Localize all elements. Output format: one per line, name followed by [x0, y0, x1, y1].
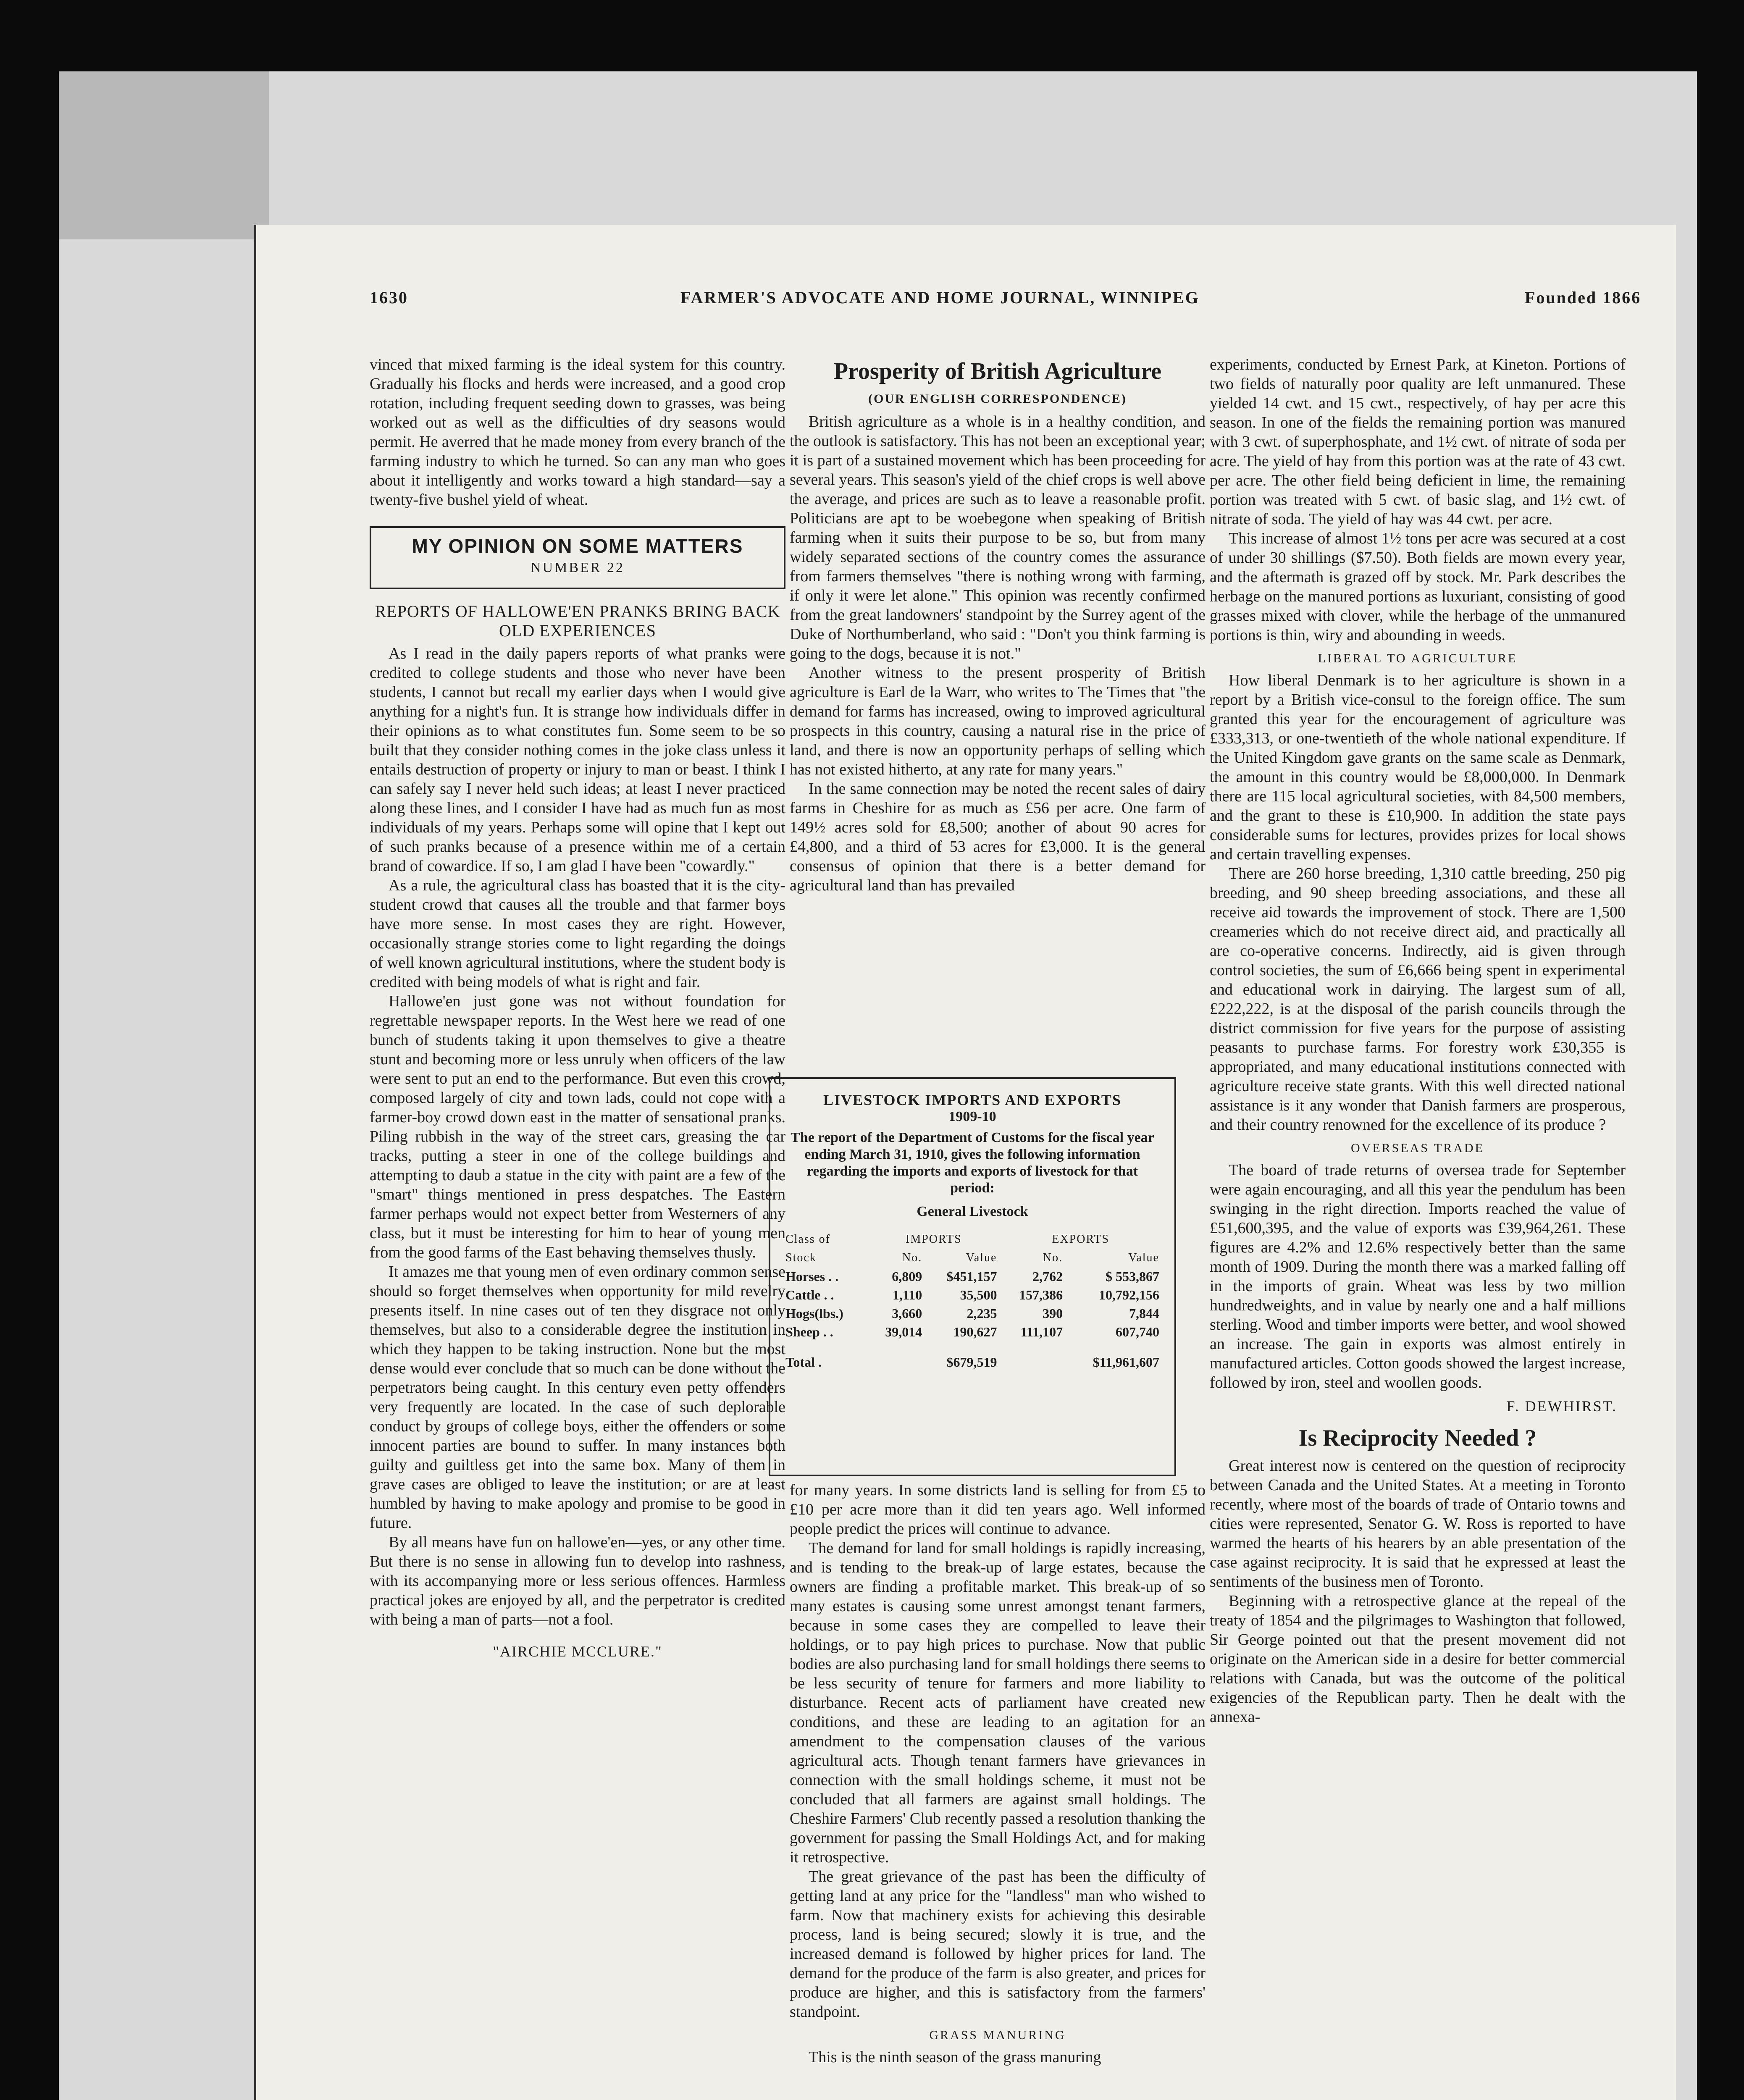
table-header: IMPORTS: [906, 1233, 962, 1246]
paragraph: The board of trade returns of oversea trade for September were again encouraging, and all this year the pendulum has been swinging in the right direction. Imports reached the value of £51,600,395, and the value of exports was £39,964,261. These figures are 4.2% and 12.6% respectively better than the same month of 1909. During the month there was a marked falling off in the imports of grain. Wheat was less by two million hundredweights, and in value by nearly one and a half millions sterling. Wood and timber imports were better, and wool showed an increase. The gain in exports was almost entirely in manufactured articles. Cotton goods showed the largest increase, followed by iron, steel and woollen goods.: [1210, 1161, 1626, 1391]
paragraph: Beginning with a retrospective glance at the repeal of the treaty of 1854 and the pilgrimages to Washington that followed, Sir George pointed out that the present movement did not originate on the American side in a desire for better commercial relations with Canada, but was the outcome of the political exigencies of the Republican party. Then he dealt with the annexa-: [1210, 1592, 1626, 1726]
paragraph: Another witness to the present prosperity of British agriculture is Earl de la Warr, who writes to The Times that "the demand for farms has increased, owing to improved agricultural prospects in this country, causing a natural rise in the price of land, and there is now an opportunity perhaps of selling which has not existed hitherto, at any rate for many years.": [790, 664, 1206, 778]
journal-title: FARMER'S ADVOCATE AND HOME JOURNAL, WINNIPEG: [680, 288, 1200, 307]
table-cell: 390: [1043, 1306, 1063, 1321]
table-cell: Horses . .: [785, 1269, 839, 1284]
paragraph: for many years. In some districts land is selling for from £5 to £10 per acre more than it did ten years ago. Well informed people predict the prices will continue to advance.: [790, 1481, 1206, 1538]
table-header: Class of: [785, 1233, 830, 1246]
livestock-table: [783, 1230, 1162, 1371]
table-intro: The report of the Department of Customs for the fiscal year ending March 31, 1910, gives the following information regarding the imports and exports of livestock for that period:: [791, 1130, 1154, 1196]
column-3: [1210, 355, 1626, 1727]
table-total-row: [783, 1341, 1162, 1371]
paragraph: This is the ninth season of the grass manuring: [809, 2048, 1101, 2066]
table-cell: Total .: [785, 1354, 822, 1370]
table-cell: $679,519: [946, 1354, 997, 1370]
article-heading: REPORTS OF HALLOWE'EN PRANKS BRING BACK OLD EXPERIENCES: [375, 602, 780, 640]
signature: "AIRCHIE MCCLURE.": [493, 1643, 662, 1660]
table-cell: 1,110: [893, 1287, 922, 1302]
table-cell: Cattle . .: [785, 1287, 834, 1302]
table-cell: 7,844: [1129, 1306, 1159, 1321]
paragraph: Great interest now is centered on the question of reciprocity between Canada and the United States. At a meeting in Toronto recently, where most of the boards of trade of Ontario towns and cities were represented, Senator G. W. Ross is reported to have warmed the hearts of his hearers by an able presentation of the case against reciprocity. It is said that he expressed at least the sentiments of the business men of Toronto.: [1210, 1457, 1626, 1591]
section-subheading: OVERSEAS TRADE: [1351, 1141, 1484, 1155]
paragraph: As a rule, the agricultural class has boasted that it is the city-student crowd that causes all the trouble and that farmer boys have more sense. In most cases they are right. However, occasionally strange stories come to light regarding the doings of well known agricultural institutions, where the student body is credited with being models of what is right and fair.: [370, 877, 785, 991]
table-cell: 6,809: [892, 1269, 922, 1284]
table-cell: $11,961,607: [1093, 1354, 1159, 1370]
table-cell: 3,660: [892, 1306, 922, 1321]
paragraph: Hallowe'en just gone was not without foundation for regrettable newspaper reports. In the West here we read of one bunch of students taking it upon themselves to give a theatre stunt and becoming more or less unruly when officers of the law were sent to put an end to the performance. But even this crowd, composed largely of city and town lads, could not cope with a farmer-boy crowd down east in the matter of sensational pranks. Piling rubbish in the way of the street cars, greasing the car tracks, putting a steer in one of the college buildings and attempting to daub a statue in the city with paint are a few of the "smart" things mentioned in press despatches. The Eastern farmer perhaps would not expect better from Westerners of any class, but it must be interesting for him to hear of young men from the good farms of the East behaving themselves thusly.: [370, 992, 785, 1261]
paragraph: The demand for land for small holdings is rapidly increasing, and is tending to the break-up of large estates, because the owners are finding a profitable market. This break-up of so many estates is causing some unrest amongst tenant farmers, because in some cases they are compelled to leave their holdings, or to pay high prices to purchase. Now that public bodies are also purchasing land for small holdings there seems to be less security of tenure for farmers and more liability to disturbance. Recent acts of parliament have created new conditions, and these are leading to an agitation for an amendment to the compensation clauses of the various agricultural acts. Though tenant farmers have grievances in connection with the small holdings scheme, it must not be concluded that all farmers are against small holdings. The Cheshire Farmers' Club recently passed a resolution thanking the government for passing the Small Holdings Act, and for making it retrospective.: [790, 1539, 1206, 1866]
article-title: Is Reciprocity Needed ?: [1298, 1425, 1537, 1451]
correspondence-line: (OUR ENGLISH CORRESPONDENCE): [868, 392, 1127, 406]
article-title: Prosperity of British Agriculture: [833, 358, 1162, 384]
signature: F. DEWHIRST.: [1506, 1398, 1617, 1415]
paragraph: This increase of almost 1½ tons per acre was secured at a cost of under 30 shillings ($7.50). Both fields are mown every year, and the aftermath is grazed off by stock. Mr. Park describes the herbage on the manured portions as luxuriant, consisting of good grasses mixed with clover, while the herbage of the unmanured portions is thin, wiry and abounding in weeds.: [1210, 530, 1626, 644]
table-cell: 2,762: [1032, 1269, 1063, 1284]
page-number: 1630: [370, 288, 408, 307]
table-cell: $451,157: [946, 1269, 997, 1284]
table-subtitle: General Livestock: [917, 1204, 1028, 1219]
table-cell: 157,386: [1019, 1287, 1063, 1302]
column-2-continued: [790, 1480, 1206, 2067]
table-cell: 39,014: [885, 1324, 922, 1339]
section-subheading: GRASS MANURING: [929, 2028, 1066, 2042]
table-cell: 607,740: [1116, 1324, 1159, 1339]
column-1: [370, 355, 785, 1661]
table-cell: 190,627: [953, 1324, 997, 1339]
table-header: EXPORTS: [1052, 1233, 1110, 1246]
table-cell: 111,107: [1020, 1324, 1063, 1339]
paragraph: vinced that mixed farming is the ideal system for this country. Gradually his flocks and herds were increased, and a good crop rotation, including frequent seeding down to grasses, was being worked out as well as the difficulties of dry seasons would permit. He averred that he made money from every branch of the farming industry to which he turned. So can any man who goes about it intelligently and works toward a high standard—say a twenty-five bushel yield of wheat.: [370, 356, 785, 509]
founded-date: Founded 1866: [1525, 288, 1642, 307]
table-cell: $ 553,867: [1106, 1269, 1159, 1284]
paragraph: How liberal Denmark is to her agriculture is shown in a report by a British vice-consul to the foreign office. The sum granted this year for the encouragement of agriculture was £333,313, or one-twentieth of the whole national expenditure. If the United Kingdom gave grants on the same scale as Denmark, the amount in this country would be £8,000,000. In Denmark there are 115 local agricultural societies, with 84,500 members, and the grant to these is £10,900. In addition the state pays considerable sums for lectures, provides prizes for local shows and certain travelling expenses.: [1210, 672, 1626, 863]
table-cell: 35,500: [960, 1287, 997, 1302]
table-cell: Hogs(lbs.): [785, 1306, 843, 1321]
table-years: 1909-10: [948, 1109, 996, 1124]
paragraph: By all means have fun on hallowe'en—yes, or any other time. But there is no sense in allowing fun to develop into rashness, with its accompanying more or less serious offences. Harmless practical jokes are enjoyed by all, and the perpetrator is credited with being a man of parts—not a fool.: [370, 1533, 785, 1628]
table-header: No.: [902, 1251, 922, 1264]
paragraph: As I read in the daily papers reports of what pranks were credited to college students and those who never have been students, I cannot but recall my earlier days when I would give anything for a night's fun. It is strange how individuals differ in their opinions as to what constitutes fun. Some seem to be so built that they consider nothing comes in the joke class unless it entails destruction of property or injury to man or beast. I think I can safely say I never held such ideas; at least I never practiced along these lines, and I consider I have had as much fun as most individuals of my years. Perhaps some will opine that I kept out of such pranks because of a presence within me of a certain brand of cowardice. If so, I am glad I have been "cowardly.": [370, 645, 785, 875]
table-row: [783, 1304, 1162, 1323]
table-header: No.: [1043, 1251, 1063, 1264]
table-cell: 2,235: [967, 1306, 997, 1321]
table-title: LIVESTOCK IMPORTS AND EXPORTS: [823, 1092, 1122, 1108]
paragraph: The great grievance of the past has been the difficulty of getting land at any price for the "landless" man who wished to farm. Now that machinery exists for achieving this desirable process, land is being secured; slowly it is true, and the increased demand is followed by higher prices for land. The demand for the produce of the farm is also greater, and prices for produce are higher, and this is satisfactory from the farmers' standpoint.: [790, 1868, 1206, 2021]
table-row: [783, 1286, 1162, 1304]
section-subheading: LIBERAL TO AGRICULTURE: [1318, 651, 1518, 665]
paragraph: British agriculture as a whole is in a healthy condition, and the outlook is satisfactory. This has not been an exceptional year; it is part of a sustained movement which has been proceeding for several years. This season's yield of the chief crops is well above the average, and prices are such as to leave a reasonable profit. Politicians are apt to be woebegone when speaking of British farming when it suits their purpose to be so, but from many widely separated sections of the country comes the assurance from farmers themselves "there is nothing wrong with farming, if only it were let alone." This opinion was recently confirmed from the great landowners' standpoint by the Surrey agent of the Duke of Northumberland, who said : "Don't you think farming is going to the dogs, because it is not.": [790, 413, 1206, 662]
paragraph: experiments, conducted by Ernest Park, at Kineton. Portions of two fields of naturally poor quality are left unmanured. These yielded 14 cwt. and 15 cwt., respectively, of hay per acre this season. In one of the fields the remaining portion was manured with 3 cwt. of superphosphate, and 1½ cwt. of nitrate of soda per acre. The yield of hay from this portion was at the rate of 43 cwt. per acre. The other field being deficient in lime, the remaining portion was treated with 5 cwt. of basic slag, and 1½ cwt. of nitrate of soda. The yield of hay was 44 cwt. per acre.: [1210, 356, 1626, 528]
table-header: Stock: [785, 1251, 817, 1264]
opinion-box: [370, 526, 785, 589]
opinion-box-title: MY OPINION ON SOME MATTERS: [412, 535, 743, 557]
paragraph: There are 260 horse breeding, 1,310 cattle breeding, 250 pig breeding, and 90 sheep breeding associations, and these all receive aid towards the improvement of stock. There are 1,500 creameries which do not receive direct aid, and practically all are co-operative concerns. Indirectly, aid is given through control societies, the sum of £6,666 being spent in experimental and educational work in dairying. The largest sum of all, £222,222, is at the disposal of the parish councils through the district commission for five years for the purpose of assisting peasants to purchase farms. For forestry work £30,355 is appropriated, and many educational institutions connected with agriculture receive state grants. With this well directed national assistance is it any wonder that Danish farmers are prosperous, and their country renowned for the excellence of its produce ?: [1210, 865, 1626, 1134]
paragraph: In the same connection may be noted the recent sales of dairy farms in Cheshire for as much as £56 per acre. One farm of 149½ acres sold for £8,500; another of about 90 acres for £4,800, and a third of 53 acres for £3,000. It is the general consensus of opinion that there is a better demand for agricultural land than has prevailed: [790, 780, 1206, 894]
table-row: [783, 1323, 1162, 1341]
table-row: [783, 1267, 1162, 1286]
opinion-box-number: NUMBER 22: [531, 560, 625, 575]
table-header: Value: [1128, 1251, 1159, 1264]
table-cell: 10,792,156: [1099, 1287, 1159, 1302]
lightbox-shadow: [59, 71, 269, 239]
column-2: [790, 355, 1206, 895]
livestock-table-box: [769, 1077, 1176, 1476]
paragraph: It amazes me that young men of even ordinary common sense should so forget themselves when opportunity for mild revelry presents itself. In nine cases out of ten they disgrace not only themselves, but also to a considerable degree the institution in which they happen to be taking instruction. None but the most dense would ever conclude that so much can be done without the perpetrators being caught. In this century even petty offenders very frequently are located. In the case of such deplorable conduct by groups of college boys, either the offenders or some innocent parties are bound to suffer. In many instances both guilty and guiltless get into the same box. Many of them in grave cases are obliged to leave the institution; or are at least humbled by having to make apology and promise to be good in future.: [370, 1263, 785, 1532]
table-cell: Sheep . .: [785, 1324, 833, 1339]
table-header: Value: [966, 1251, 997, 1264]
newspaper-page: [256, 225, 1676, 2100]
